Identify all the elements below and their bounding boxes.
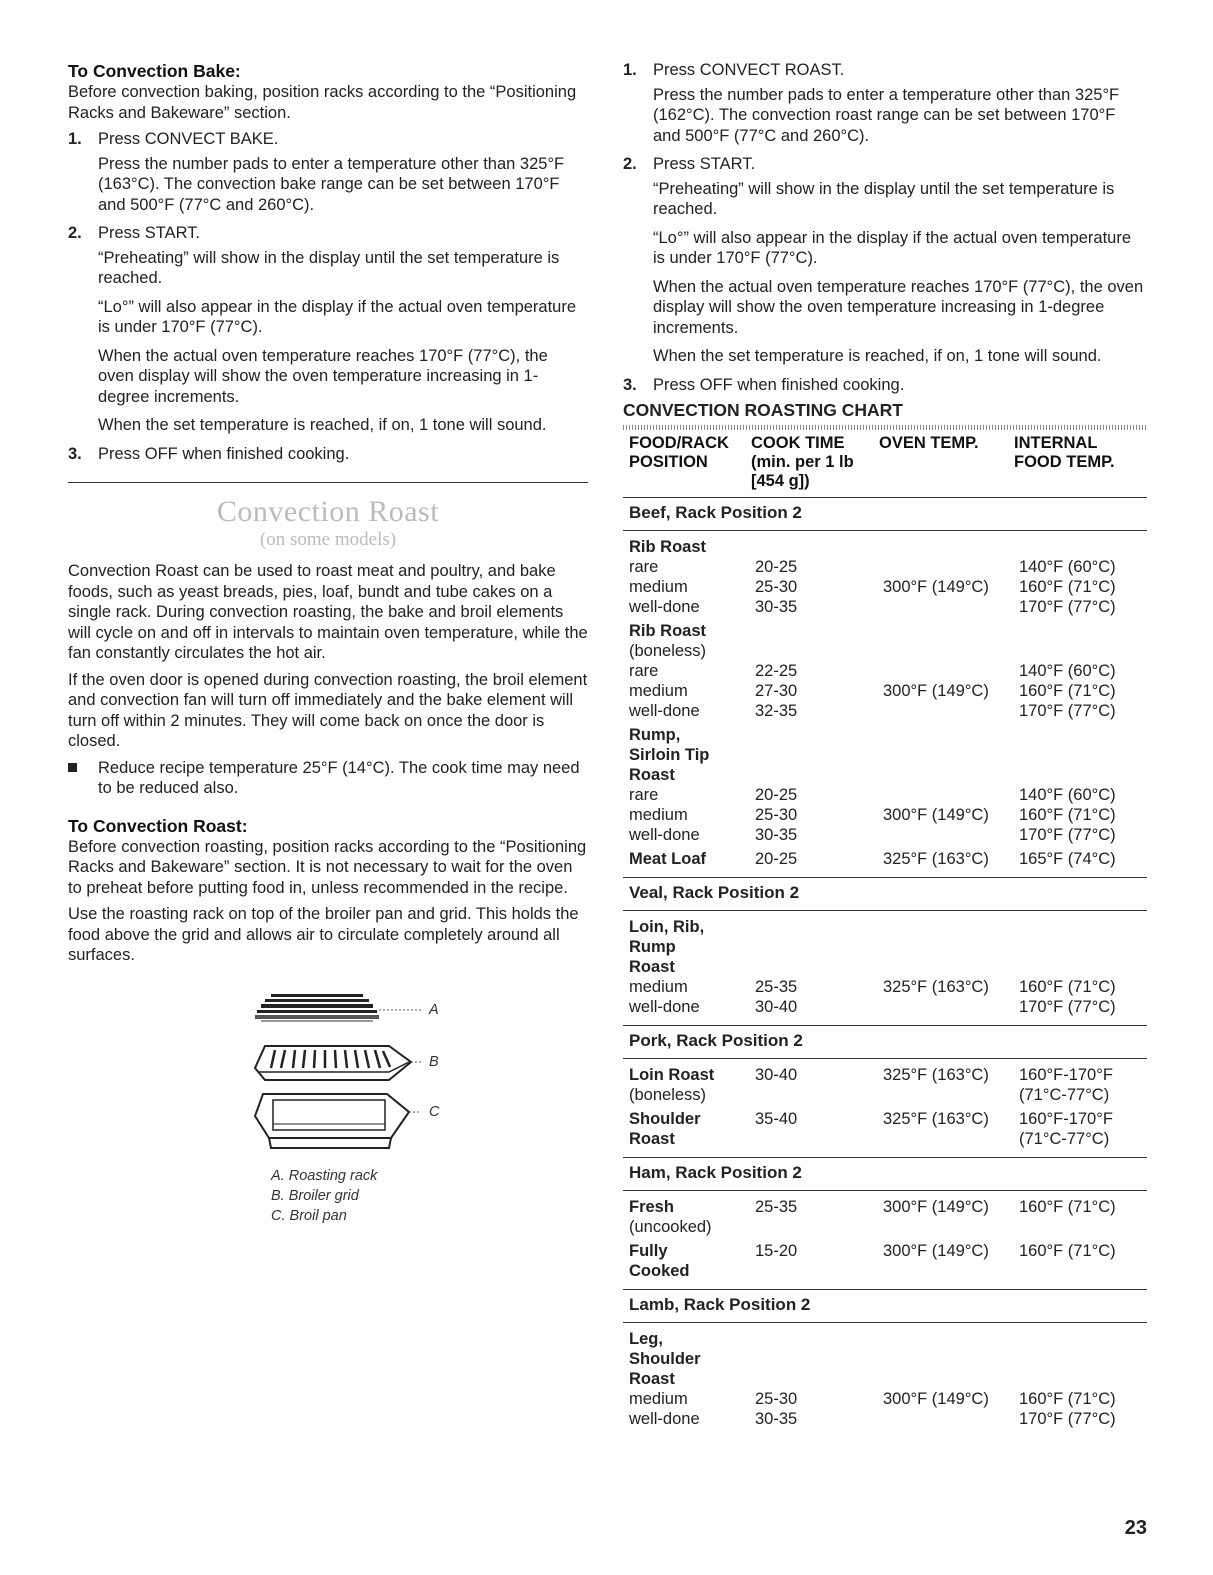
step-text: “Preheating” will show in the display until the set temperature is reached. (98, 248, 560, 287)
oven-temp-cell: 325°F (163°C) (883, 850, 989, 868)
bullet-text: Reduce recipe temperature 25°F (14°C). The cook time may need to be reduced also. (98, 758, 580, 797)
chart-row (629, 1389, 1147, 1409)
food-cell: Cooked (629, 1262, 690, 1280)
chart-food-item (629, 1109, 1147, 1149)
internal-temp-cell: 140°F (60°C) (1019, 558, 1116, 576)
food-cell: Rib Roast (629, 538, 707, 556)
oven-temp-cell (883, 937, 1019, 957)
food-cell: Loin, Rib, (629, 918, 705, 936)
cook-time-cell: 30-35 (755, 598, 798, 616)
food-cell: rare (629, 558, 659, 576)
internal-temp-cell: 160°F (71°C) (1019, 682, 1116, 700)
oven-temp-cell: 300°F (149°C) (883, 806, 989, 824)
chart-row (629, 977, 1147, 997)
chart-row (629, 1329, 1147, 1349)
chart-row (629, 621, 1147, 641)
oven-temp-cell: 300°F (149°C) (883, 1198, 989, 1216)
convect-roast-heading: To Convection Roast: (68, 815, 248, 836)
food-cell: well-done (629, 598, 700, 616)
internal-temp-cell (1019, 1329, 1147, 1349)
cook-time-cell: 32-35 (755, 702, 798, 720)
caption-roasting-rack: A. Roasting rack (271, 1167, 378, 1184)
cook-time-cell (755, 957, 883, 977)
chart-row (629, 997, 1147, 1017)
bullet-square-icon (68, 763, 77, 772)
food-cell: Rib Roast (629, 622, 707, 640)
step-number: 2. (68, 224, 82, 242)
step-text: Press the number pads to enter a temperature other than 325°F (162°C). The convection roast range can be set between 170°F and 500°F (77°C and 260°C). (653, 85, 1120, 145)
step-text: Press START. (98, 224, 201, 242)
cook-time-cell: 20-25 (755, 850, 798, 868)
step-text: “Lo°” will also appear in the display if the actual oven temperature is under 170°F (77°C). (653, 228, 1132, 267)
broiler-grid-drawing (255, 1046, 421, 1080)
convect-bake-step (68, 129, 588, 215)
chart-row (629, 917, 1147, 937)
convect-roast-rack-note: Use the roasting rack on top of the broiler pan and grid. This holds the food above the grid and allows air to circulate completely around all surfaces. (68, 905, 579, 964)
food-cell: well-done (629, 702, 700, 720)
chart-row (629, 1241, 1147, 1261)
internal-temp-cell (1019, 765, 1147, 785)
chart-row (629, 557, 1147, 577)
food-cell: Meat Loaf (629, 850, 707, 868)
oven-temp-cell: 300°F (149°C) (883, 1390, 989, 1408)
internal-temp-cell (1019, 641, 1147, 661)
step-text: Press CONVECT ROAST. (653, 61, 845, 79)
internal-temp-cell: 170°F (77°C) (1019, 1410, 1116, 1428)
convect-bake-intro: Before convection baking, position racks according to the “Positioning Racks and Bakeware” section. (68, 83, 577, 122)
convect-roast-steps (623, 60, 1147, 395)
oven-temp-cell (883, 701, 1019, 721)
cook-time-cell: 27-30 (755, 682, 798, 700)
food-cell: rare (629, 786, 659, 804)
cook-time-cell: 20-25 (755, 786, 798, 804)
internal-temp-cell: 160°F (71°C) (1019, 806, 1116, 824)
chart-body (623, 498, 1147, 1437)
cook-time-cell (755, 1349, 883, 1369)
internal-temp-cell (1019, 1217, 1147, 1237)
oven-temp-cell: 325°F (163°C) (883, 978, 989, 996)
food-cell: Shoulder (629, 1350, 701, 1368)
chart-row (629, 1349, 1147, 1369)
chart-row (629, 805, 1147, 825)
chart-row (629, 957, 1147, 977)
internal-temp-cell: 160°F-170°F (1019, 1110, 1113, 1128)
chart-group-heading: Beef, Rack Position 2 (623, 498, 1147, 531)
chart-group-body (623, 531, 1147, 878)
chart-food-item (629, 849, 1147, 869)
food-cell: medium (629, 1390, 688, 1408)
chart-row (629, 597, 1147, 617)
cook-time-cell: 25-35 (755, 978, 798, 996)
cook-time-cell: 30-35 (755, 1410, 798, 1428)
chart-row (629, 725, 1147, 745)
step-number: 3. (68, 444, 82, 463)
cook-time-cell: 35-40 (755, 1110, 798, 1128)
chart-row (629, 849, 1147, 869)
food-cell: Roast (629, 1370, 675, 1388)
cook-time-cell: 30-35 (755, 826, 798, 844)
section-divider (68, 482, 588, 483)
convect-bake-step (68, 223, 588, 436)
convect-roast-step (623, 60, 1147, 146)
figure-captions (271, 1166, 377, 1226)
oven-temp-cell (883, 1409, 1019, 1429)
oven-temp-cell (883, 1369, 1019, 1389)
figure-label-a: A (429, 1001, 439, 1018)
food-cell: medium (629, 806, 688, 824)
chart-hatch-divider (623, 425, 1147, 430)
chart-row (629, 701, 1147, 721)
section-subtitle: (on some models) (259, 529, 397, 550)
chart-row (629, 537, 1147, 557)
internal-temp-cell: 140°F (60°C) (1019, 786, 1116, 804)
food-cell: (uncooked) (629, 1218, 712, 1236)
cook-time-cell (755, 1217, 883, 1237)
step-text: “Preheating” will show in the display until the set temperature is reached. (653, 179, 1115, 218)
step-text: Press OFF when finished cooking. (98, 444, 350, 463)
food-cell: well-done (629, 826, 700, 844)
internal-temp-cell: 165°F (74°C) (1019, 850, 1116, 868)
step-text: When the actual oven temperature reaches 170°F (77°C), the oven display will show the oven temperature increasing in 1-degree increments. (98, 346, 548, 406)
chart-group-heading: Veal, Rack Position 2 (623, 878, 1147, 911)
oven-temp-cell (883, 557, 1019, 577)
oven-temp-cell (883, 825, 1019, 845)
chart-row (629, 1129, 1147, 1149)
cook-time-cell (755, 917, 883, 937)
oven-temp-cell (883, 1129, 1019, 1149)
chart-header (623, 434, 1147, 498)
oven-temp-cell: 300°F (149°C) (883, 682, 989, 700)
chart-row (629, 765, 1147, 785)
food-cell: Roast (629, 1130, 675, 1148)
chart-food-item (629, 1241, 1147, 1281)
internal-temp-cell: 170°F (77°C) (1019, 998, 1116, 1016)
chart-group-heading: Ham, Rack Position 2 (623, 1158, 1147, 1191)
step-text: When the set temperature is reached, if on, 1 tone will sound. (653, 347, 1102, 365)
figure-label-b: B (429, 1053, 439, 1070)
cook-time-cell (755, 1129, 883, 1149)
oven-temp-cell (883, 597, 1019, 617)
chart-row (629, 937, 1147, 957)
internal-temp-cell (1019, 745, 1147, 765)
food-cell: Sirloin Tip (629, 746, 710, 764)
chart-food-item (629, 1329, 1147, 1429)
cook-time-cell (755, 621, 883, 641)
food-cell: Shoulder (629, 1110, 701, 1128)
food-cell: Fresh (629, 1198, 674, 1216)
oven-temp-cell (883, 785, 1019, 805)
food-cell: Rump, (629, 726, 681, 744)
step-text: Press the number pads to enter a temperature other than 325°F (163°C). The convection bake range can be set between 170°F and 500°F (77°C and 260°C). (98, 154, 565, 214)
internal-temp-cell (1019, 537, 1147, 557)
chart-food-item (629, 917, 1147, 1017)
internal-temp-cell (1019, 1349, 1147, 1369)
chart-row (629, 577, 1147, 597)
oven-temp-cell (883, 1349, 1019, 1369)
cook-time-cell (755, 1369, 883, 1389)
roast-door-note: If the oven door is opened during convection roasting, the broil element and convection fan will turn off immediately and the bake element will turn off within 2 minutes. They will come back on once the door is closed. (68, 670, 588, 750)
cook-time-cell: 25-30 (755, 806, 798, 824)
chart-row (629, 1085, 1147, 1105)
caption-broiler-grid: B. Broiler grid (271, 1187, 359, 1204)
figure-label-c: C (429, 1103, 440, 1120)
broil-pan-drawing (255, 1094, 421, 1148)
roast-description: Convection Roast can be used to roast meat and poultry, and bake foods, such as yeast breads, pies, loaf, bundt and tube cakes on a single rack. During convection roasting, the bake and broil elements will cycle on and off in intervals to maintain oven temperature, while the fan constantly circulates the hot air. (68, 562, 588, 662)
step-number: 3. (623, 375, 637, 394)
food-cell: Loin Roast (629, 1066, 715, 1084)
oven-temp-cell (883, 745, 1019, 765)
internal-temp-cell (1019, 1369, 1147, 1389)
cook-time-cell (755, 937, 883, 957)
chart-row (629, 1217, 1147, 1237)
internal-temp-cell: 170°F (77°C) (1019, 598, 1116, 616)
chart-row (629, 1065, 1147, 1085)
food-cell: medium (629, 578, 688, 596)
chart-food-item (629, 621, 1147, 721)
food-cell: (boneless) (629, 1086, 707, 1104)
chart-row (629, 1261, 1147, 1281)
chart-group-body (623, 1191, 1147, 1290)
chart-row (629, 1409, 1147, 1429)
right-column (623, 60, 1147, 1437)
chart-title: CONVECTION ROASTING CHART (623, 400, 903, 420)
oven-temp-cell: 300°F (149°C) (883, 578, 989, 596)
internal-temp-cell: 160°F-170°F (1019, 1066, 1113, 1084)
food-cell: Fully (629, 1242, 668, 1260)
cook-time-cell (755, 745, 883, 765)
oven-temp-cell (883, 1261, 1019, 1281)
chart-row (629, 681, 1147, 701)
convect-bake-step (68, 444, 588, 465)
chart-food-item (629, 725, 1147, 845)
food-cell: rare (629, 662, 659, 680)
oven-temp-cell: 325°F (163°C) (883, 1110, 989, 1128)
food-cell: well-done (629, 998, 700, 1016)
convect-roast-intro: Before convection roasting, position racks according to the “Positioning Racks and Bakeware” section. It is not necessary to wait for the oven to preheat before putting food in, unless recommended in the recipe. (68, 837, 587, 897)
header-food-rack: FOOD/RACK POSITION (629, 434, 729, 471)
oven-temp-cell (883, 725, 1019, 745)
oven-temp-cell: 300°F (149°C) (883, 1242, 989, 1260)
step-text: Press START. (653, 155, 756, 173)
broiler-pan-illustration (253, 988, 453, 1158)
convect-bake-steps (68, 129, 588, 464)
oven-temp-cell (883, 997, 1019, 1017)
internal-temp-cell (1019, 957, 1147, 977)
oven-temp-cell (883, 621, 1019, 641)
food-cell: Roast (629, 766, 675, 784)
oven-temp-cell: 325°F (163°C) (883, 1066, 989, 1084)
step-text: Press CONVECT BAKE. (98, 130, 279, 148)
chart-group-body (623, 1323, 1147, 1437)
internal-temp-cell (1019, 621, 1147, 641)
header-oven-temp: OVEN TEMP. (879, 434, 979, 452)
internal-temp-cell (1019, 725, 1147, 745)
cook-time-cell: 25-35 (755, 1198, 798, 1216)
oven-temp-cell (883, 917, 1019, 937)
cook-time-cell (755, 1329, 883, 1349)
chart-row (629, 1369, 1147, 1389)
food-cell: Leg, (629, 1330, 663, 1348)
oven-temp-cell (883, 765, 1019, 785)
header-internal-temp: INTERNAL FOOD TEMP. (1014, 434, 1115, 471)
chart-group-heading: Lamb, Rack Position 2 (623, 1290, 1147, 1323)
oven-temp-cell (883, 661, 1019, 681)
internal-temp-cell: (71°C-77°C) (1019, 1086, 1110, 1104)
internal-temp-cell: (71°C-77°C) (1019, 1130, 1110, 1148)
chart-row (629, 745, 1147, 765)
cook-time-cell: 20-25 (755, 558, 798, 576)
roasting-rack-figure (253, 988, 513, 1238)
internal-temp-cell (1019, 937, 1147, 957)
header-cook-time: COOK TIME (min. per 1 lb [454 g]) (751, 434, 854, 490)
step-number: 2. (623, 155, 637, 173)
internal-temp-cell: 160°F (71°C) (1019, 1198, 1116, 1216)
cook-time-cell (755, 641, 883, 661)
food-cell: Rump (629, 938, 676, 956)
food-cell: medium (629, 978, 688, 996)
cook-time-cell: 25-30 (755, 1390, 798, 1408)
step-text: Press OFF when finished cooking. (653, 375, 905, 394)
step-text: When the actual oven temperature reaches 170°F (77°C), the oven display will show the oven temperature increasing in 1-degree increments. (653, 277, 1144, 337)
oven-temp-cell (883, 641, 1019, 661)
step-text: “Lo°” will also appear in the display if the actual oven temperature is under 170°F (77°C). (98, 297, 577, 336)
food-cell: (boneless) (629, 642, 707, 660)
food-cell: medium (629, 682, 688, 700)
internal-temp-cell: 160°F (71°C) (1019, 1390, 1116, 1408)
food-cell: Roast (629, 958, 675, 976)
internal-temp-cell: 170°F (77°C) (1019, 826, 1116, 844)
bullet-item (68, 758, 588, 799)
internal-temp-cell: 160°F (71°C) (1019, 578, 1116, 596)
chart-row (629, 661, 1147, 681)
cook-time-cell (755, 765, 883, 785)
food-cell: well-done (629, 1410, 700, 1428)
chart-row (629, 1109, 1147, 1129)
chart-food-item (629, 1065, 1147, 1105)
oven-temp-cell (883, 537, 1019, 557)
cook-time-cell: 25-30 (755, 578, 798, 596)
caption-broil-pan: C. Broil pan (271, 1207, 347, 1224)
internal-temp-cell: 160°F (71°C) (1019, 1242, 1116, 1260)
internal-temp-cell: 160°F (71°C) (1019, 978, 1116, 996)
cook-time-cell: 15-20 (755, 1242, 798, 1260)
cook-time-cell: 22-25 (755, 662, 798, 680)
oven-temp-cell (883, 1329, 1019, 1349)
chart-row (629, 1197, 1147, 1217)
chart-group-heading: Pork, Rack Position 2 (623, 1026, 1147, 1059)
internal-temp-cell (1019, 1261, 1147, 1281)
chart-food-item (629, 1197, 1147, 1237)
step-number: 1. (623, 61, 637, 79)
chart-row (629, 785, 1147, 805)
internal-temp-cell: 140°F (60°C) (1019, 662, 1116, 680)
convect-bake-heading: To Convection Bake: (68, 61, 241, 81)
cook-time-cell (755, 1261, 883, 1281)
cook-time-cell: 30-40 (755, 1066, 798, 1084)
oven-temp-cell (883, 957, 1019, 977)
cook-time-cell (755, 537, 883, 557)
left-column (68, 60, 588, 1238)
cook-time-cell (755, 1085, 883, 1105)
chart-food-item (629, 537, 1147, 617)
cook-time-cell: 30-40 (755, 998, 798, 1016)
step-text: When the set temperature is reached, if on, 1 tone will sound. (98, 416, 547, 434)
oven-temp-cell (883, 1085, 1019, 1105)
page-number: 23 (1124, 1517, 1147, 1539)
chart-row (629, 641, 1147, 661)
internal-temp-cell: 170°F (77°C) (1019, 702, 1116, 720)
chart-row (629, 825, 1147, 845)
cook-time-cell (755, 725, 883, 745)
roasting-rack-drawing (255, 994, 421, 1022)
internal-temp-cell (1019, 917, 1147, 937)
convect-roast-step (623, 154, 1147, 367)
chart-group-body (623, 911, 1147, 1026)
convect-roast-step (623, 375, 1147, 396)
step-number: 1. (68, 130, 82, 148)
oven-temp-cell (883, 1217, 1019, 1237)
section-title: Convection Roast (216, 495, 440, 528)
chart-group-body (623, 1059, 1147, 1158)
